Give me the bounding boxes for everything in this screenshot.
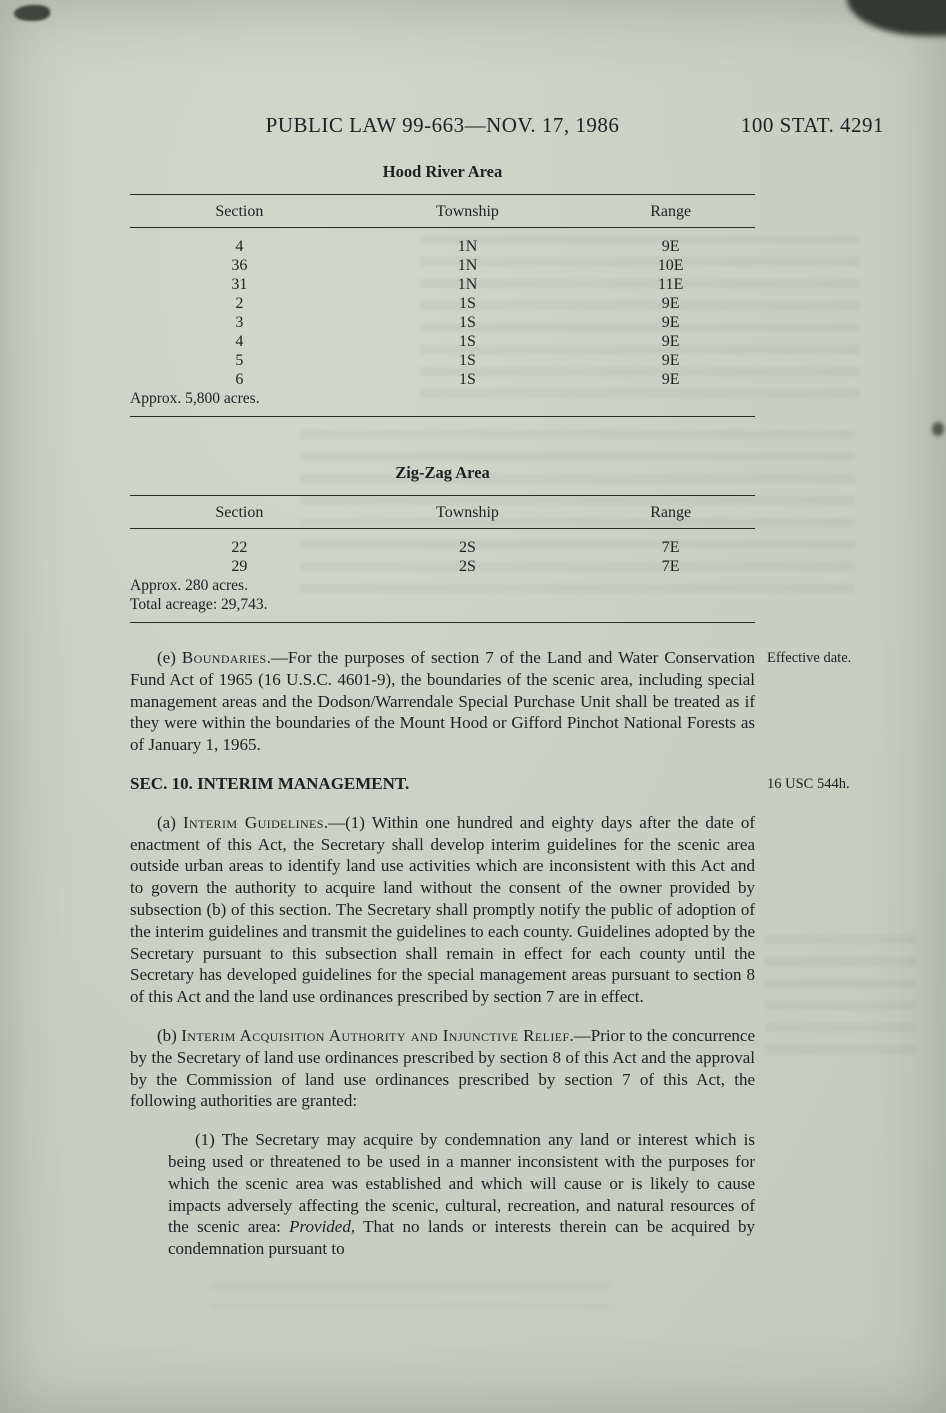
- table-row: [130, 557, 755, 576]
- table-cell: 4: [235, 333, 244, 350]
- text-block: [130, 773, 850, 795]
- table-cell: 36: [231, 257, 248, 274]
- text-segment: (b): [157, 1025, 182, 1045]
- table-cell: 9E: [661, 371, 680, 388]
- tables-section: [130, 150, 755, 623]
- text-segment: SEC. 10. INTERIM MANAGEMENT.: [130, 773, 410, 793]
- table-row: [130, 237, 755, 256]
- table-cell: 7E: [661, 558, 680, 575]
- text-segment: (e): [157, 648, 182, 667]
- table-cell: 1N: [457, 238, 478, 255]
- table-cell: 6: [235, 371, 244, 388]
- text-segment: .—For the purposes of section 7 of the Land and Water Conservation Fund Act of 1965 (16 U.S.C. 4601-9), the boundaries of the scenic area, including special management areas and the Dodson/Warrendale Special Purchase Unit shall be treated as if they were within the boundaries of the Mount Hood or Gifford Pinchot National Forests as of January 1, 1965.: [130, 648, 755, 755]
- table-cell: 1S: [459, 333, 476, 350]
- text-block: [130, 647, 852, 756]
- table-row: [130, 256, 755, 275]
- table-cell: 1S: [459, 352, 476, 369]
- text-block: [130, 1025, 755, 1112]
- text-segment: That no lands or interests therein can be acquired by condemnation pursuant to: [168, 1217, 756, 1259]
- text-segment: (1) The Secretary may acquire by condemnation any land or interest which is being used or threatened to be used in a manner inconsistent with the purposes for which the scenic area was established and which will cause or is likely to cause impacts adversely affecting the scenic, cultural, recreation, and natural resources of the scenic area:: [168, 1130, 755, 1237]
- body-section: [130, 647, 852, 1260]
- column-header: Section: [215, 203, 264, 220]
- table-title: Zig-Zag Area: [395, 463, 490, 482]
- table-cell: 9E: [661, 238, 680, 255]
- text-block: [130, 812, 755, 1008]
- table-cell: 1S: [459, 371, 476, 388]
- table-header-row: [130, 195, 755, 227]
- table-row: [130, 294, 755, 313]
- table-cell: 1N: [457, 257, 478, 274]
- text-segment: .—(1) Within one hundred and eighty days after the date of enactment of this Act, the Secretary shall develop interim guidelines for the scenic area outside urban areas to identify land use activities which are inconsistent with this Act and to govern the authority to acquire land without the consent of the owner provided by subsection (b) of this section. The Secretary shall promptly notify the public of adoption of the interim guidelines and transmit the guidelines to each county. Guidelines adopted by the Secretary pursuant to this subsection shall remain in effect for each county until the Secretary has developed guidelines for the special management areas pursuant to section 8 of this Act and the land use ordinances prescribed by section 7 are in effect.: [130, 812, 755, 1007]
- text-block-main: [130, 812, 755, 1008]
- table-cell: 3: [235, 314, 244, 331]
- table-body: [130, 529, 755, 576]
- table-cell: 31: [231, 276, 248, 293]
- table-row: [130, 313, 755, 332]
- table-cell: 2S: [459, 539, 476, 556]
- table-cell: 29: [231, 558, 248, 575]
- text-segment: Interim Acquisition Authority and Injunctive Relief: [181, 1025, 570, 1045]
- table-row: [130, 275, 755, 294]
- stat-page-number: 100 STAT. 4291: [740, 113, 884, 137]
- text-block-main: [130, 773, 755, 795]
- text-segment: Boundaries: [181, 648, 267, 667]
- paragraph: [130, 812, 755, 1008]
- land-table: [130, 150, 755, 417]
- margin-note: Effective date.: [767, 650, 852, 666]
- column-header: Section: [215, 504, 264, 521]
- scan-artifact: [14, 5, 50, 21]
- text-segment: .—Prior to the concurrence by the Secretary of land use ordinances prescribed by section 8 of this Act and the approval by the Commission of land use ordinances prescribed by section 7 of this Act, the following authorities are granted:: [130, 1025, 756, 1111]
- table-cell: 7E: [661, 539, 680, 556]
- table-cell: 1S: [459, 295, 476, 312]
- scan-artifact: [932, 422, 944, 436]
- table-row: [130, 332, 755, 351]
- table-cell: 5: [235, 352, 244, 369]
- table-cell: 4: [235, 238, 244, 255]
- table-cell: 10E: [657, 257, 684, 274]
- table-title: Hood River Area: [382, 162, 503, 181]
- text-segment: Provided,: [289, 1217, 356, 1237]
- bleedthrough-ghost: [765, 935, 915, 1055]
- table-cell: 2: [235, 295, 244, 312]
- table-cell: 11E: [658, 276, 684, 293]
- text-block-main: [130, 1129, 755, 1260]
- scan-artifact: [847, 0, 946, 36]
- table-cell: 9E: [661, 314, 680, 331]
- table-footnote: Total acreage: 29,743.: [130, 596, 268, 613]
- text-segment: (a): [157, 812, 183, 832]
- text-segment: Interim Guidelines: [182, 812, 324, 832]
- page-title: PUBLIC LAW 99-663—NOV. 17, 1986: [265, 113, 620, 137]
- table-row: [130, 351, 755, 370]
- column-header: Township: [436, 504, 499, 521]
- column-header: Township: [436, 203, 499, 220]
- table-cell: 22: [231, 539, 248, 556]
- table-rule: [130, 622, 755, 623]
- paragraph: [168, 1129, 755, 1260]
- table-footnote: Approx. 280 acres.: [130, 577, 248, 594]
- paragraph: [130, 1025, 755, 1112]
- text-block: [130, 1129, 755, 1260]
- margin-note: 16 USC 544h.: [767, 775, 850, 792]
- column-header: Range: [650, 504, 692, 521]
- text-block-main: [130, 1025, 755, 1112]
- table-row: [130, 538, 755, 557]
- table-cell: 1S: [459, 314, 476, 331]
- bleedthrough-ghost: [210, 1282, 610, 1308]
- table-footnote: Approx. 5,800 acres.: [130, 390, 260, 407]
- table-cell: 2S: [459, 558, 476, 575]
- table-cell: 9E: [661, 352, 680, 369]
- table-cell: 9E: [661, 333, 680, 350]
- table-cell: 1N: [457, 276, 478, 293]
- section-heading: [130, 773, 755, 795]
- table-row: [130, 370, 755, 389]
- table-header-row: [130, 496, 755, 528]
- column-header: Range: [650, 203, 692, 220]
- table-body: [130, 228, 755, 389]
- table-cell: 9E: [661, 295, 680, 312]
- page-content: [130, 150, 852, 1277]
- paragraph: [130, 647, 755, 756]
- land-table: [130, 417, 755, 623]
- text-block-main: [130, 647, 755, 756]
